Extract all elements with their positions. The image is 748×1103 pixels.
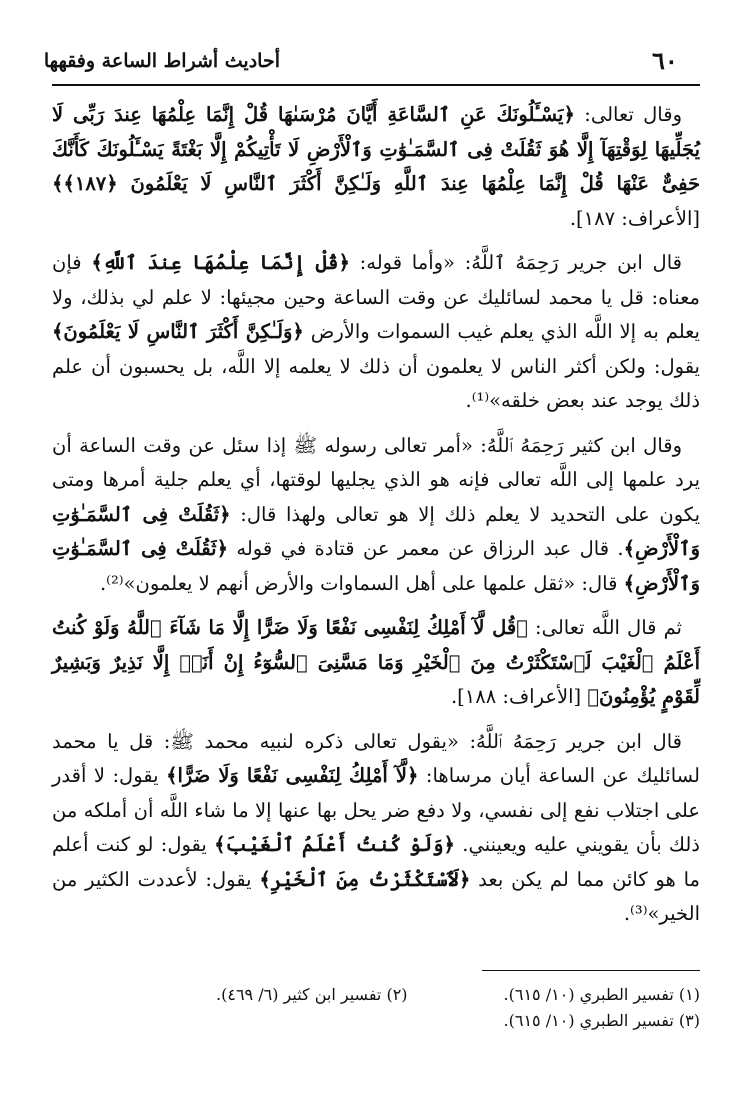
paragraph-text: وقال ابن كثير رَحِمَهُ ٱللَّهُ: «أمر تعالى رسوله ﷺ إذا سئل عن وقت الساعة أن يرد علمها إلى اللَّه تعالى فإنه هو الذي يجليها لوقتها، أي يعلم جلية أمرها ومتى يكون على التحديد لا يعلم ذلك إلا هو تعالى ولهذا قال: [52,433,700,526]
paragraph [52,429,700,602]
footnote-3: (٣) تفسير الطبري (١٠/ ٦١٥). [503,1011,700,1030]
paragraph-text: [الأعراف: ١٨٨]. [450,685,588,708]
book-page [43,40,700,1070]
page-header [43,40,700,86]
quran-verse: ﴿وَلَـٰكِنَّ أَكْثَرَ ٱلنَّاسِ لَا يَعْلَمُونَ﴾ [52,320,304,343]
paragraph-text: يقول: ولكن أكثر الناس لا يعلمون أن ذلك لا يعلمه إلا اللَّه، بل يحسبون أن علم ذلك يوجد عند بعض خلقه»⁽¹⁾. [52,354,700,412]
paragraph-text: . قال عبد الرزاق عن معمر عن قتادة في قوله [228,537,624,560]
quran-verse: ﴿ثَقُلَتْ فِى ٱلسَّمَـٰوَٰتِ وَٱلْأَرْضِ﴾ [52,537,700,595]
quran-verse: ﴿لَّآ أَمْلِكُ لِنَفْسِى نَفْعًا وَلَا ضَرًّا﴾ [166,764,419,787]
page-number: ٦٠ [652,46,678,75]
paragraph-text: يقول: لو كنت أعلم ما هو كائن مما لم يكن بعد [52,833,700,891]
paragraph-text: قال: «ثقل علمها على أهل السماوات والأرض أنهم لا يعلمون»⁽²⁾. [99,571,624,595]
paragraph [52,98,700,236]
quran-verse: ﴿يَسْـَٔلُونَكَ عَنِ ٱلسَّاعَةِ أَيَّانَ مُرْسَىٰهَا قُلْ إِنَّمَا عِلْمُهَا عِندَ رَبِّى لَا يُجَلِّيهَا لِوَقْتِهَآ إِلَّا هُوَ ثَقُلَتْ فِى ٱلسَّمَـٰوَٰتِ وَٱلْأَرْضِ لَا تَأْتِيكُمْ إِلَّا بَغْتَةً يَسْـَٔلُونَكَ كَأَنَّكَ حَفِىٌّ عَنْهَا قُلْ إِنَّمَا عِلْمُهَا عِندَ ٱللَّهِ وَلَـٰكِنَّ أَكْثَرَ ٱلنَّاسِ لَا يَعْلَمُونَ ﴿١٨٧﴾﴾ [52,103,700,195]
quran-verse: ﴿لَٱسْتَكْثَرْتُ مِنَ ٱلْخَيْرِ﴾ [259,867,471,891]
footnote-row [52,1008,700,1034]
quran-verse: ﴿قُلْ إِنَّمَا عِلْمُهَا عِندَ ٱللَّهِ﴾ [91,251,350,274]
paragraph-text: يقول: لأعددت الكثير من الخير»⁽³⁾. [52,867,700,925]
header-rule [52,84,700,86]
footnote-1: (١) تفسير الطبري (١٠/ ٦١٥). [503,985,700,1004]
quran-verse: ﴿ثَقُلَتْ فِى ٱلسَّمَـٰوَٰتِ وَٱلْأَرْضِ﴾ [52,502,700,560]
paragraph-text: يقول: لا أقدر على اجتلاب نفع إلى نفسي، ولا دفع ضر يحل بها عنها إلا ما شاء اللَّه أن أملكه من ذلك بأن يقويني عليه ويعينني. [52,764,700,856]
footnote-2: (٢) تفسير ابن كثير (٦/ ٤٦٩). [216,985,408,1004]
paragraph-text: قال ابن جرير رَحِمَهُ ٱللَّهُ: «يقول تعالى ذكره لنبيه محمد ﷺ: قل يا محمد لسائليك عن الساعة أيان مرساها: [52,729,700,787]
paragraph [52,611,700,715]
paragraph [52,725,700,932]
quran-verse: ﴿قُل لَّآ أَمْلِكُ لِنَفْسِى نَفْعًا وَلَا ضَرًّا إِلَّا مَا شَآءَ ٱللَّهُ وَلَوْ كُنتُ أَعْلَمُ ٱلْغَيْبَ لَٱسْتَكْثَرْتُ مِنَ ٱلْخَيْرِ وَمَا مَسَّنِىَ ٱلسُّوٓءُ إِنْ أَنَا۠ إِلَّا نَذِيرٌ وَبَشِيرٌ لِّقَوْمٍ يُؤْمِنُونَ﴾ [52,616,700,708]
paragraph-text: ثم قال اللَّه تعالى: [527,616,682,639]
running-title: أحاديث أشراط الساعة وفقهها [43,50,280,72]
paragraph [52,246,700,419]
footnotes [52,982,700,1034]
paragraph-text: قال ابن جرير رَحِمَهُ ٱللَّهُ: «وأما قوله: [349,251,682,274]
footnote-rule [482,970,700,971]
body-text [52,98,700,942]
paragraph-text: [الأعراف: ١٨٧]. [569,206,700,230]
paragraph-text: فإن معناه: قل يا محمد لسائليك عن وقت الساعة وحين مجيئها: لا علم لي بذلك، ولا يعلم به إلا اللَّه الذي يعلم غيب السموات والأرض [52,251,700,343]
quran-verse: ﴿وَلَوْ كُنتُ أَعْلَمُ ٱلْغَيْبَ﴾ [214,833,455,856]
paragraph-text: وقال تعالى: [574,103,682,126]
footnote-row [52,982,700,1008]
